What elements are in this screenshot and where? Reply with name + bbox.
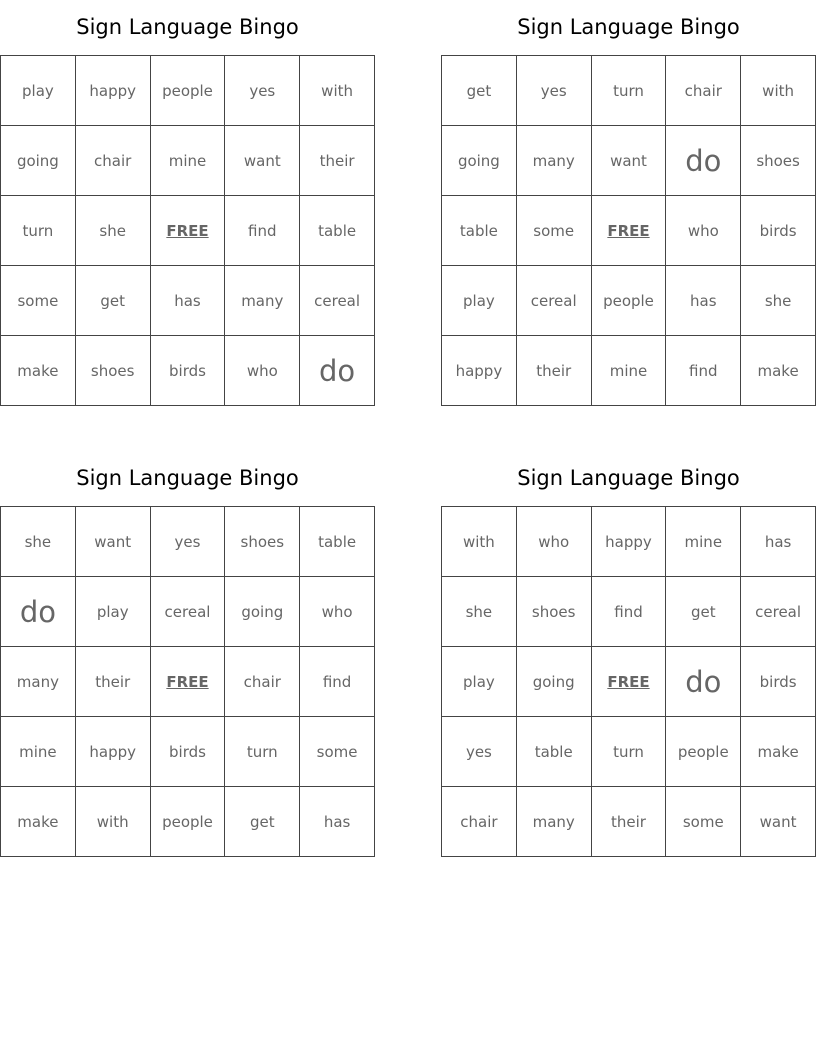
- bingo-cell: yes: [151, 507, 226, 577]
- card-title: Sign Language Bingo: [76, 15, 299, 39]
- free-space-cell: FREE: [151, 196, 226, 266]
- bingo-cell: some: [1, 266, 76, 336]
- bingo-card-4: [441, 451, 816, 857]
- bingo-cell: people: [592, 266, 667, 336]
- free-space-cell: FREE: [592, 647, 667, 717]
- bingo-cell: play: [442, 647, 517, 717]
- bingo-card-3: [0, 451, 375, 857]
- bingo-cell: make: [741, 717, 816, 787]
- bingo-cell: going: [442, 126, 517, 196]
- bingo-cell: who: [225, 336, 300, 406]
- bingo-cell: their: [76, 647, 151, 717]
- bingo-cell: some: [300, 717, 375, 787]
- bingo-cell: their: [300, 126, 375, 196]
- bingo-cell: she: [1, 507, 76, 577]
- bingo-cell: table: [442, 196, 517, 266]
- bingo-cell: people: [151, 787, 226, 857]
- bingo-cell: play: [1, 56, 76, 126]
- bingo-cell: shoes: [517, 577, 592, 647]
- bingo-cell: happy: [76, 717, 151, 787]
- bingo-cell: find: [666, 336, 741, 406]
- free-space-cell: FREE: [151, 647, 226, 717]
- bingo-card-1: [0, 0, 375, 406]
- bingo-cell: table: [300, 507, 375, 577]
- bingo-cell: has: [151, 266, 226, 336]
- bingo-cell: shoes: [76, 336, 151, 406]
- bingo-cell: play: [76, 577, 151, 647]
- bingo-cell: do: [300, 336, 375, 406]
- bingo-cell: do: [666, 647, 741, 717]
- bingo-cell: do: [1, 577, 76, 647]
- bingo-cell: happy: [592, 507, 667, 577]
- bingo-cell: cereal: [151, 577, 226, 647]
- bingo-cell: going: [1, 126, 76, 196]
- bingo-grid: [0, 506, 375, 857]
- bingo-cell: chair: [76, 126, 151, 196]
- bingo-cell: shoes: [225, 507, 300, 577]
- bingo-cell: happy: [76, 56, 151, 126]
- bingo-cell: want: [76, 507, 151, 577]
- bingo-card-2: [441, 0, 816, 406]
- bingo-cell: mine: [151, 126, 226, 196]
- bingo-cell: mine: [666, 507, 741, 577]
- bingo-cell: she: [442, 577, 517, 647]
- bingo-cell: mine: [1, 717, 76, 787]
- bingo-cell: some: [517, 196, 592, 266]
- bingo-cell: has: [300, 787, 375, 857]
- bingo-cell: make: [1, 336, 76, 406]
- bingo-cell: their: [592, 787, 667, 857]
- bingo-cell: their: [517, 336, 592, 406]
- bingo-cell: get: [225, 787, 300, 857]
- bingo-cell: play: [442, 266, 517, 336]
- bingo-cell: birds: [151, 717, 226, 787]
- bingo-cell: turn: [1, 196, 76, 266]
- bingo-cell: some: [666, 787, 741, 857]
- bingo-cell: want: [592, 126, 667, 196]
- bingo-cell: yes: [225, 56, 300, 126]
- bingo-cell: turn: [225, 717, 300, 787]
- bingo-cell: shoes: [741, 126, 816, 196]
- bingo-grid: [441, 55, 816, 406]
- bingo-cell: she: [76, 196, 151, 266]
- bingo-cell: who: [300, 577, 375, 647]
- bingo-cell: chair: [666, 56, 741, 126]
- bingo-cell: cereal: [741, 577, 816, 647]
- bingo-cell: want: [225, 126, 300, 196]
- bingo-cell: birds: [741, 196, 816, 266]
- bingo-cell: get: [666, 577, 741, 647]
- free-space-cell: FREE: [592, 196, 667, 266]
- bingo-cell: going: [517, 647, 592, 717]
- bingo-cell: who: [666, 196, 741, 266]
- bingo-cell: turn: [592, 717, 667, 787]
- bingo-cell: she: [741, 266, 816, 336]
- bingo-cell: birds: [741, 647, 816, 717]
- bingo-cell: turn: [592, 56, 667, 126]
- bingo-cell: get: [442, 56, 517, 126]
- bingo-cell: has: [666, 266, 741, 336]
- bingo-cell: with: [741, 56, 816, 126]
- bingo-cell: yes: [517, 56, 592, 126]
- bingo-cell: chair: [225, 647, 300, 717]
- bingo-cell: get: [76, 266, 151, 336]
- bingo-cell: make: [741, 336, 816, 406]
- bingo-cell: find: [300, 647, 375, 717]
- bingo-cell: people: [666, 717, 741, 787]
- bingo-cell: table: [300, 196, 375, 266]
- bingo-cell: yes: [442, 717, 517, 787]
- bingo-cell: cereal: [517, 266, 592, 336]
- bingo-cell: has: [741, 507, 816, 577]
- bingo-cell: cereal: [300, 266, 375, 336]
- bingo-cell: want: [741, 787, 816, 857]
- bingo-cell: find: [592, 577, 667, 647]
- bingo-cell: many: [225, 266, 300, 336]
- bingo-cell: birds: [151, 336, 226, 406]
- bingo-cell: chair: [442, 787, 517, 857]
- card-title: Sign Language Bingo: [76, 466, 299, 490]
- bingo-cell: mine: [592, 336, 667, 406]
- bingo-cell: many: [517, 126, 592, 196]
- bingo-grid: [0, 55, 375, 406]
- bingo-cell: with: [442, 507, 517, 577]
- bingo-cell: make: [1, 787, 76, 857]
- bingo-cell: who: [517, 507, 592, 577]
- card-title: Sign Language Bingo: [517, 15, 740, 39]
- bingo-cell: happy: [442, 336, 517, 406]
- bingo-cell: people: [151, 56, 226, 126]
- bingo-cell: with: [76, 787, 151, 857]
- bingo-cell: do: [666, 126, 741, 196]
- bingo-grid: [441, 506, 816, 857]
- bingo-cell: with: [300, 56, 375, 126]
- bingo-cell: table: [517, 717, 592, 787]
- bingo-cell: find: [225, 196, 300, 266]
- card-title: Sign Language Bingo: [517, 466, 740, 490]
- bingo-cell: many: [517, 787, 592, 857]
- bingo-cell: going: [225, 577, 300, 647]
- bingo-cell: many: [1, 647, 76, 717]
